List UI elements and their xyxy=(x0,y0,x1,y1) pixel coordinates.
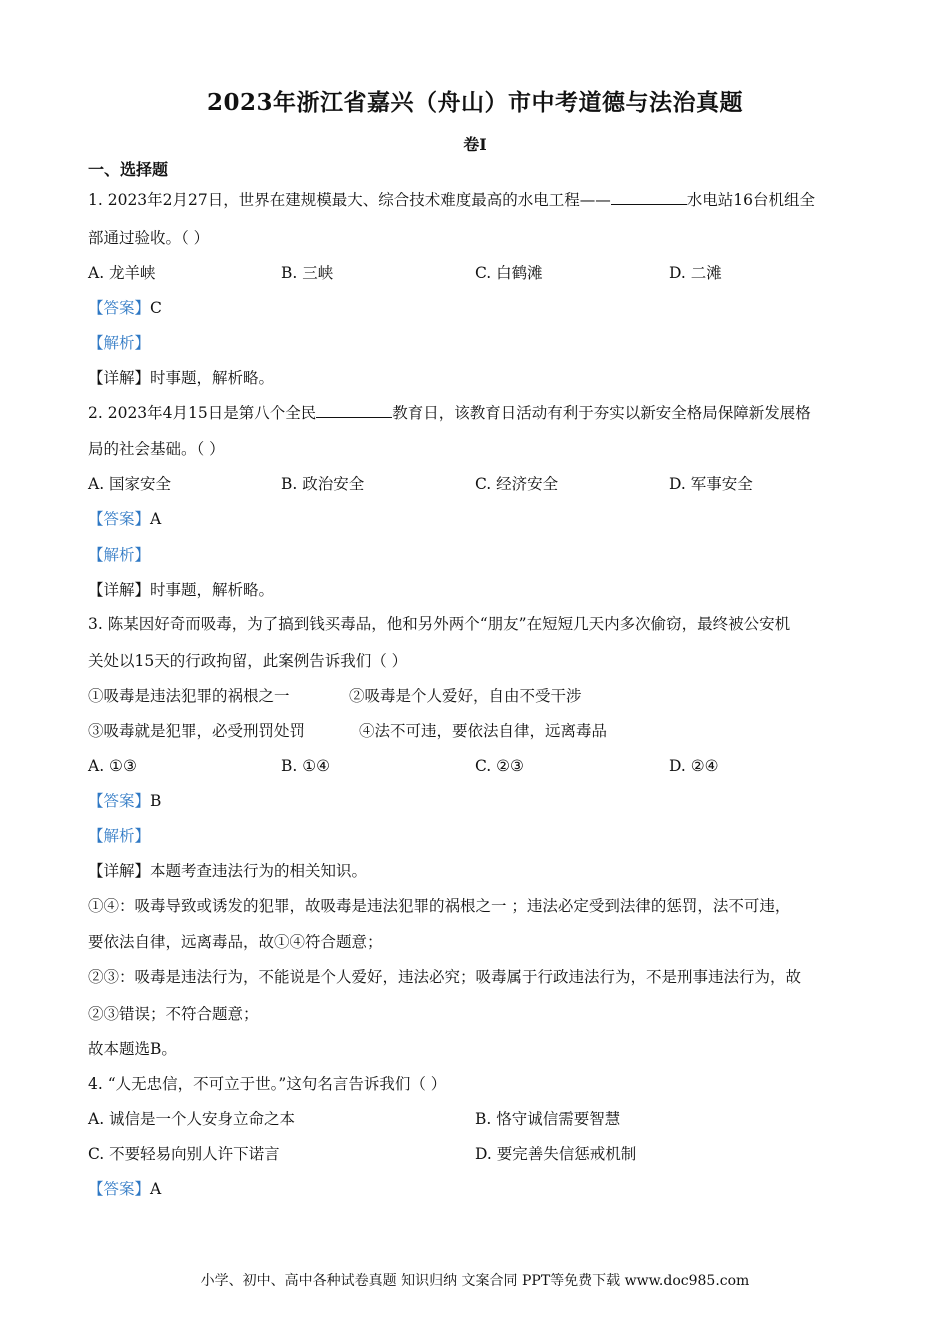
q3-explanation-1-line2: 要依法自律，远离毒品，故①④符合题意； xyxy=(88,933,383,951)
q3-explanation-2-line1: ②③：吸毒是违法行为，不能说是个人爱好，违法必究；吸毒属于行政违法行为，不是刑事违法行为，故 xyxy=(88,968,802,986)
answer-value: A xyxy=(150,1180,162,1198)
q2-answer xyxy=(88,509,868,529)
q2-option-a: A. 国家安全 xyxy=(88,475,172,493)
detail-text: 本题考查违法行为的相关知识。 xyxy=(150,862,368,880)
section-heading: 一、选择题 xyxy=(88,160,169,179)
q4-option-b: B. 恪守诚信需要智慧 xyxy=(475,1110,621,1128)
q4-option-c: C. 不要轻易向别人许下诺言 xyxy=(88,1145,280,1163)
q1-detail xyxy=(88,368,868,388)
q3-option-a: A. ①③ xyxy=(88,757,137,775)
q1-stem-line1 xyxy=(88,190,868,210)
q1-option-b: B. 三峡 xyxy=(281,264,334,282)
q3-explanation-1-line1: ①④：吸毒导致或诱发的犯罪，故吸毒是违法犯罪的祸根之一 ；违法必定受到法律的惩罚，法不可违， xyxy=(88,897,791,915)
q3-option-b: B. ①④ xyxy=(281,757,331,775)
q2-option-d: D. 军事安全 xyxy=(669,475,753,493)
q3-option-c: C. ②③ xyxy=(475,757,524,775)
detail-tag: 【详解】 xyxy=(88,581,151,599)
q4-answer xyxy=(88,1179,868,1199)
q3-analysis-tag: 【解析】 xyxy=(88,827,151,845)
q2-option-c: C. 经济安全 xyxy=(475,475,559,493)
q2-detail xyxy=(88,580,868,600)
answer-value: A xyxy=(150,510,162,528)
q1-stem-line2: 部通过验收。（ ） xyxy=(88,229,210,247)
answer-tag: 【答案】 xyxy=(88,1180,151,1198)
paper-subtitle: 卷I xyxy=(463,135,487,154)
answer-tag: 【答案】 xyxy=(88,792,151,810)
q1-option-c: C. 白鹤滩 xyxy=(475,264,543,282)
q2-stem-part1: 2. 2023年4月15日是第八个全民 xyxy=(88,404,317,422)
q4-option-a: A. 诚信是一个人安身立命之本 xyxy=(88,1110,296,1128)
q3-conclusion: 故本题选B。 xyxy=(88,1040,177,1058)
q4-option-d: D. 要完善失信惩戒机制 xyxy=(475,1145,637,1163)
q3-option-d: D. ②④ xyxy=(669,757,719,775)
q3-detail xyxy=(88,861,868,881)
q2-blank xyxy=(316,403,392,418)
q3-explanation-2-line2: ②③错误；不符合题意； xyxy=(88,1005,259,1023)
q1-stem-part1: 1. 2023年2月27日，世界在建规模最大、综合技术难度最高的水电工程—— xyxy=(88,191,611,209)
answer-value: B xyxy=(150,792,162,810)
q3-answer xyxy=(88,791,868,811)
q1-analysis-tag: 【解析】 xyxy=(88,334,151,352)
page-title: 2023年浙江省嘉兴（舟山）市中考道德与法治真题 xyxy=(206,89,743,116)
answer-tag: 【答案】 xyxy=(88,510,151,528)
q3-stem-line1: 3. 陈某因好奇而吸毒，为了搞到钱买毒品，他和另外两个“朋友”在短短几天内多次偷窃，最终被公安机 xyxy=(88,615,791,633)
page-footer: 小学、初中、高中各种试卷真题 知识归纳 文案合同 PPT等免费下载 www.doc985.com xyxy=(200,1273,750,1289)
q2-analysis-tag: 【解析】 xyxy=(88,546,151,564)
detail-text: 时事题，解析略。 xyxy=(150,581,275,599)
q1-option-d: D. 二滩 xyxy=(669,264,722,282)
q3-statement-3: ③吸毒就是犯罪，必受刑罚处罚 xyxy=(88,722,306,740)
q3-statement-4: ④法不可违，要依法自律，远离毒品 xyxy=(359,722,608,740)
q1-option-a: A. 龙羊峡 xyxy=(88,264,156,282)
answer-value: C xyxy=(150,299,162,317)
q1-answer xyxy=(88,298,868,318)
q2-stem-line2: 局的社会基础。（ ） xyxy=(88,440,225,458)
detail-tag: 【详解】 xyxy=(88,862,151,880)
q3-stem-line2: 关处以15天的行政拘留，此案例告诉我们（ ） xyxy=(88,652,408,670)
q1-stem-part2: 水电站16台机组全 xyxy=(686,191,815,209)
answer-tag: 【答案】 xyxy=(88,299,151,317)
q3-statement-1: ①吸毒是违法犯罪的祸根之一 xyxy=(88,687,290,705)
q3-statement-2: ②吸毒是个人爱好，自由不受干涉 xyxy=(349,687,582,705)
q4-stem: 4. “人无忠信，不可立于世。”这句名言告诉我们（ ） xyxy=(88,1075,447,1093)
q1-blank xyxy=(611,190,687,205)
detail-tag: 【详解】 xyxy=(88,369,151,387)
q2-option-b: B. 政治安全 xyxy=(281,475,365,493)
q2-stem-line1 xyxy=(88,403,868,423)
detail-text: 时事题，解析略。 xyxy=(150,369,275,387)
q2-stem-part2: 教育日，该教育日活动有利于夯实以新安全格局保障新发展格 xyxy=(392,404,811,422)
